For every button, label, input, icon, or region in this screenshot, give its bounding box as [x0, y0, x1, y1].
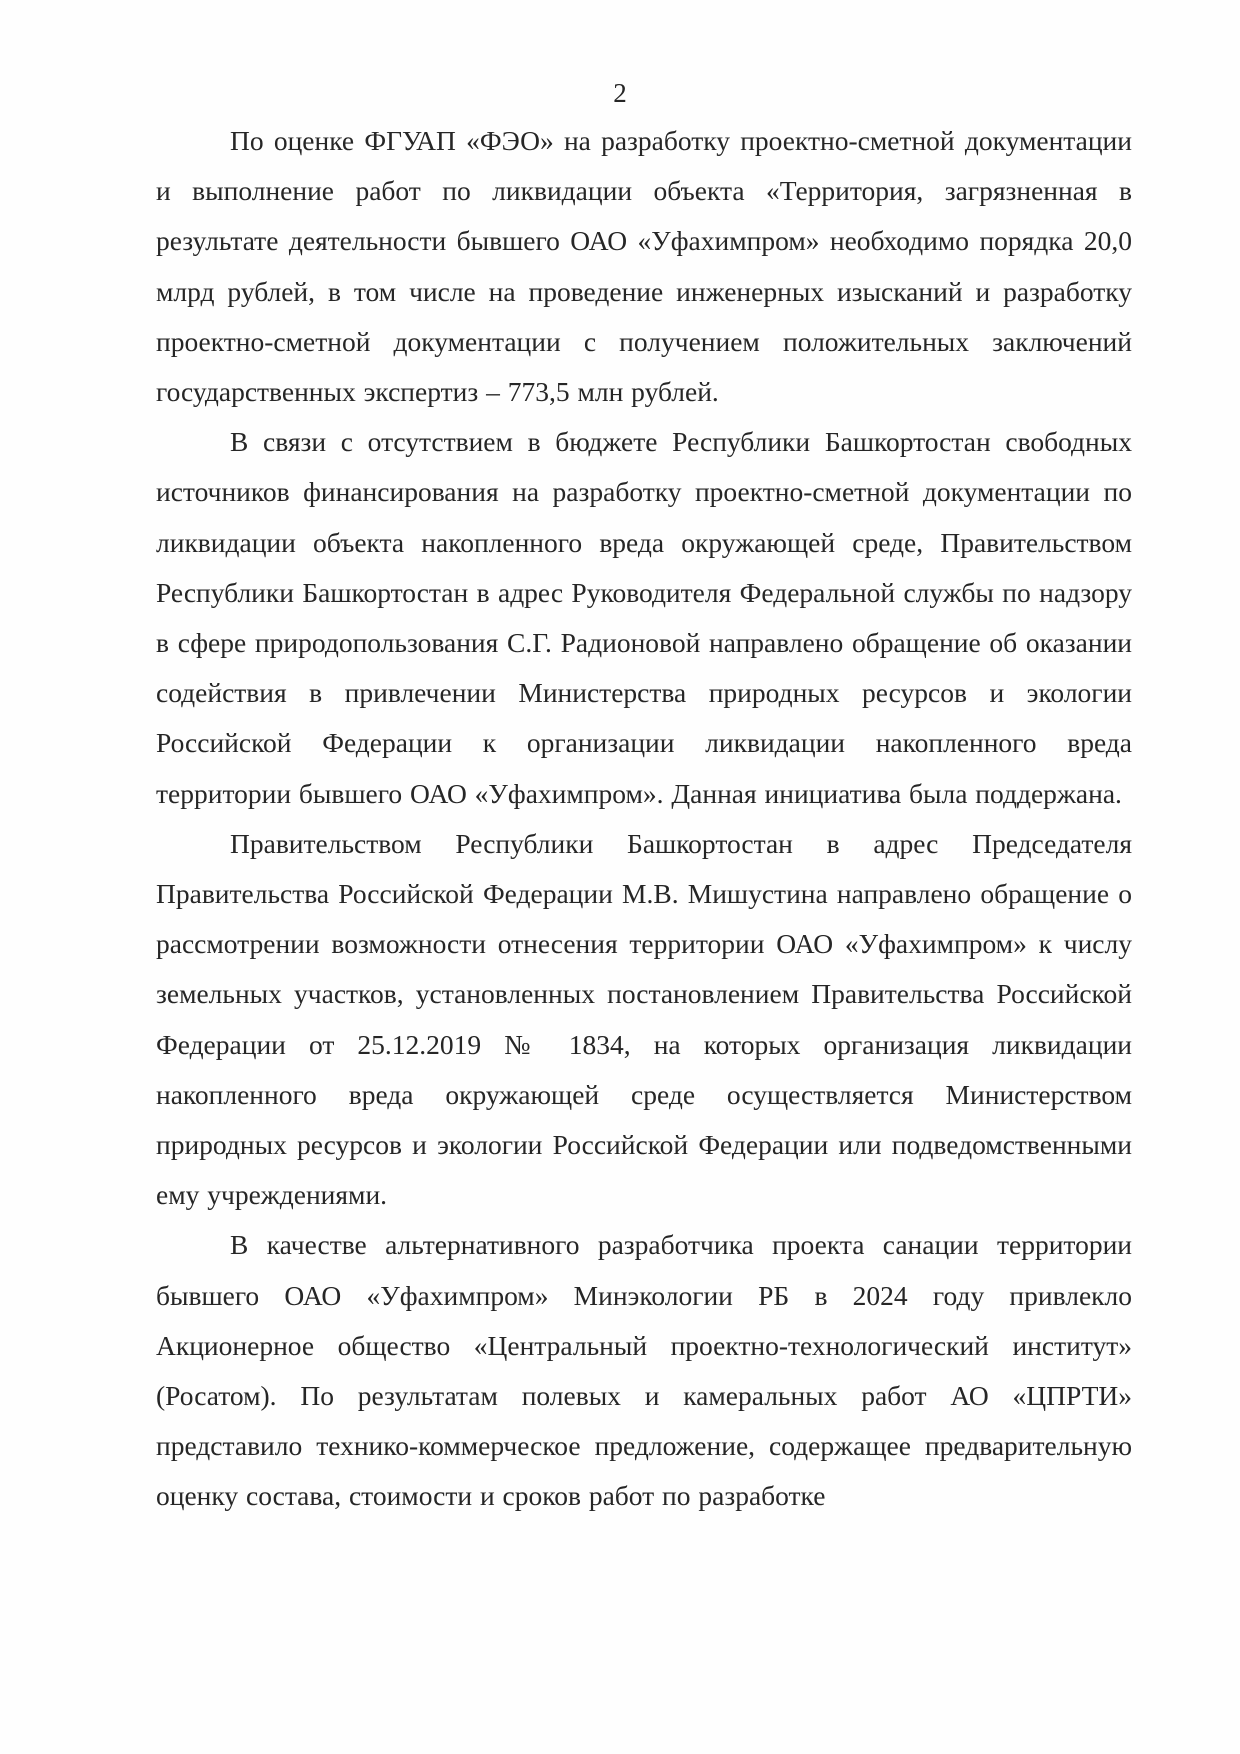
paragraph-government-appeal: Правительством Республики Башкортостан в адрес Председателя Правительства Российской Федерации М.В. Мишустина направлено обращение о рассмотрении возможности отнесения территории ОАО «Уфахимпром» к числу земельных участков, установленных постановлением Правительства Российской Федерации от 25.12.2019 № 1834, на которых организация ликвидации накопленного вреда окружающей среде осуществляется Министерством природных ресурсов и экологии Российской Федерации или подведомственными ему учреждениями. [156, 827, 1132, 1211]
paragraph-feo-estimate: По оценке ФГУАП «ФЭО» на разработку проектно-сметной документации и выполнение работ по ликвидации объекта «Территория, загрязненная в результате деятельности бывшего ОАО «Уфахимпром» необходимо порядка 20,0 млрд рублей, в том числе на проведение инженерных изысканий и разработку проектно-сметной документации с получением положительных заключений государственных экспертиз – 773,5 млн рублей. [156, 125, 1132, 408]
document-body [156, 116, 1132, 1522]
page-number: 2 [613, 78, 627, 108]
paragraph-alternative-developer: В качестве альтернативного разработчика проекта санации территории бывшего ОАО «Уфахимпром» Минэкологии РБ в 2024 году привлекло Акционерное общество «Центральный проектно-технологический институт» (Росатом). По результатам полевых и камеральных работ АО «ЦПРТИ» представило технико-коммерческое предложение, содержащее предварительную оценку состава, стоимости и сроков работ по разработке [156, 1229, 1132, 1512]
paragraph-funding-appeal: В связи с отсутствием в бюджете Республики Башкортостан свободных источников финансирования на разработку проектно-сметной документации по ликвидации объекта накопленного вреда окружающей среде, Правительством Республики Башкортостан в адрес Руководителя Федеральной службы по надзору в сфере природопользования С.Г. Радионовой направлено обращение об оказании содействия в привлечении Министерства природных ресурсов и экологии Российской Федерации к организации ликвидации накопленного вреда территории бывшего ОАО «Уфахимпром». Данная инициатива была поддержана. [156, 426, 1132, 809]
